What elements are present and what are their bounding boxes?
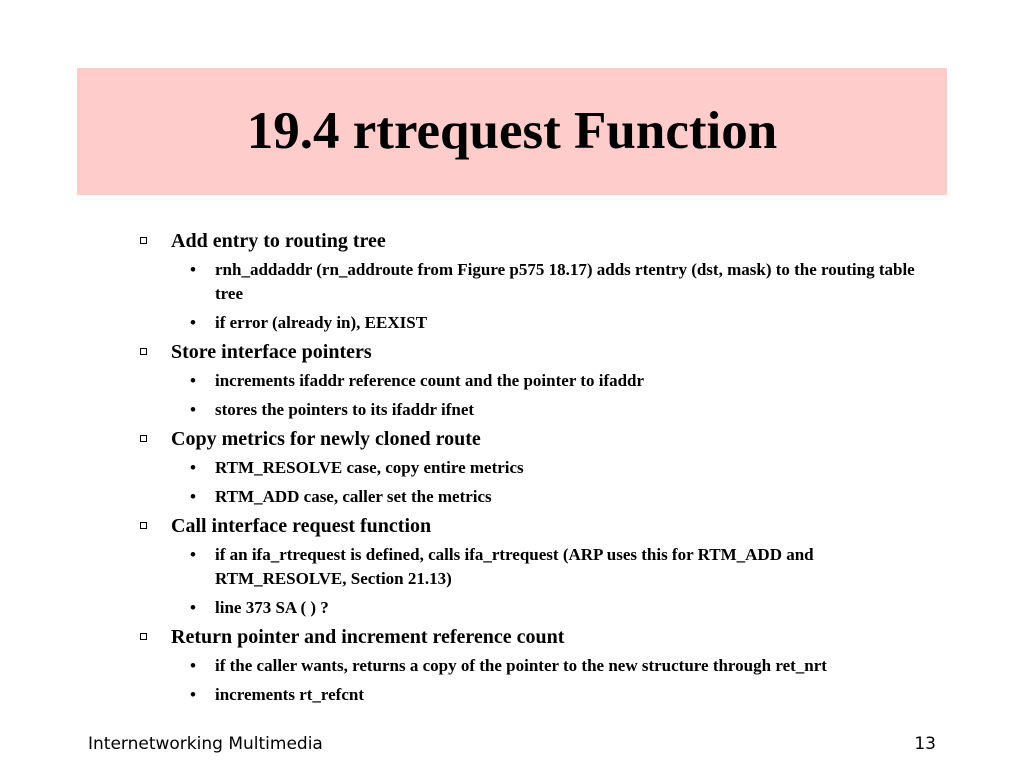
page-number: 13 bbox=[914, 734, 936, 754]
bullet-text: rnh_addaddr (rn_addroute from Figure p575 18.17) adds rtentry (dst, mask) to the routing table tree bbox=[215, 260, 915, 303]
bullet-text: if an ifa_rtrequest is defined, calls ifa_rtrequest (ARP uses this for RTM_ADD and RTM_RESOLVE, Section 21.13) bbox=[215, 545, 814, 588]
slide-title: 19.4 rtrequest Function bbox=[246, 102, 778, 160]
section-store-pointers bbox=[140, 340, 940, 422]
bullet-dot-icon: • bbox=[190, 371, 196, 390]
bullet-item bbox=[140, 456, 940, 480]
section-heading bbox=[140, 340, 940, 364]
slide-body bbox=[140, 229, 940, 712]
bullet-text: line 373 SA ( ) ? bbox=[215, 598, 329, 617]
square-bullet-icon bbox=[140, 237, 147, 244]
bullet-item bbox=[140, 311, 940, 335]
bullet-dot-icon: • bbox=[190, 598, 196, 617]
bullet-dot-icon: • bbox=[190, 487, 196, 506]
section-return-pointer bbox=[140, 625, 940, 707]
bullet-item bbox=[140, 258, 940, 306]
bullet-item bbox=[140, 543, 940, 591]
square-bullet-icon bbox=[140, 522, 147, 529]
bullet-dot-icon: • bbox=[190, 313, 196, 332]
section-heading-text: Return pointer and increment reference count bbox=[171, 626, 565, 648]
title-banner bbox=[77, 68, 947, 195]
bullet-text: stores the pointers to its ifaddr ifnet bbox=[215, 400, 475, 419]
bullet-item bbox=[140, 596, 940, 620]
section-heading bbox=[140, 427, 940, 451]
bullet-item bbox=[140, 369, 940, 393]
bullet-item bbox=[140, 398, 940, 422]
bullet-item bbox=[140, 485, 940, 509]
section-heading bbox=[140, 514, 940, 538]
bullet-text: increments ifaddr reference count and the pointer to ifaddr bbox=[215, 371, 645, 390]
bullet-dot-icon: • bbox=[190, 545, 196, 564]
section-heading-text: Copy metrics for newly cloned route bbox=[171, 428, 481, 450]
section-heading bbox=[140, 625, 940, 649]
bullet-text: if the caller wants, returns a copy of the pointer to the new structure through ret_nrt bbox=[215, 656, 827, 675]
section-add-entry bbox=[140, 229, 940, 335]
section-call-interface bbox=[140, 514, 940, 620]
bullet-text: RTM_RESOLVE case, copy entire metrics bbox=[215, 458, 524, 477]
square-bullet-icon bbox=[140, 633, 147, 640]
bullet-text: RTM_ADD case, caller set the metrics bbox=[215, 487, 492, 506]
section-copy-metrics bbox=[140, 427, 940, 509]
bullet-text: if error (already in), EEXIST bbox=[215, 313, 428, 332]
square-bullet-icon bbox=[140, 435, 147, 442]
section-heading-text: Store interface pointers bbox=[171, 341, 372, 363]
square-bullet-icon bbox=[140, 348, 147, 355]
bullet-text: increments rt_refcnt bbox=[215, 685, 365, 704]
bullet-dot-icon: • bbox=[190, 685, 196, 704]
bullet-dot-icon: • bbox=[190, 656, 196, 675]
bullet-item bbox=[140, 683, 940, 707]
footer-course-name: Internetworking Multimedia bbox=[88, 734, 323, 754]
bullet-item bbox=[140, 654, 940, 678]
section-heading-text: Add entry to routing tree bbox=[171, 230, 386, 252]
bullet-dot-icon: • bbox=[190, 260, 196, 279]
bullet-dot-icon: • bbox=[190, 458, 196, 477]
bullet-dot-icon: • bbox=[190, 400, 196, 419]
section-heading-text: Call interface request function bbox=[171, 515, 432, 537]
section-heading bbox=[140, 229, 940, 253]
